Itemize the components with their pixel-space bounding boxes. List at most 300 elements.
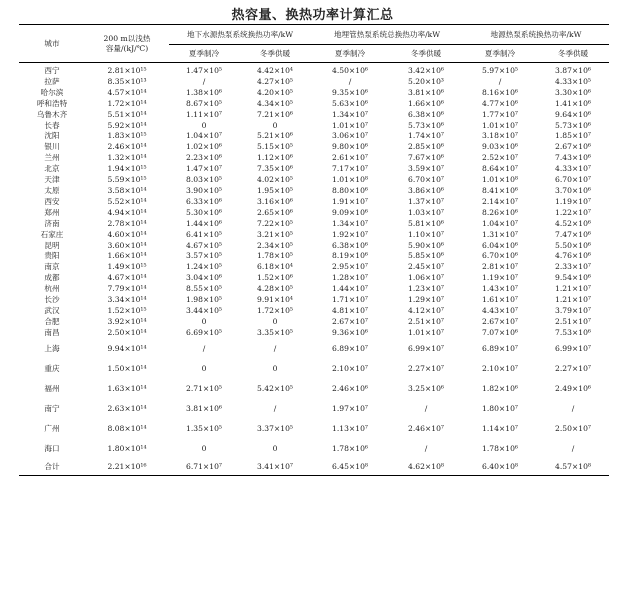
- cell-capacity: 2.50×10¹⁴: [107, 327, 147, 337]
- cell-pipe-winter: 1.29×10⁷: [408, 295, 444, 305]
- cell-water-summer: 6.41×10⁵: [186, 229, 222, 239]
- cell-pipe-winter: 2.51×10⁷: [408, 316, 444, 326]
- cell-pipe-winter: 4.62×10⁸: [389, 459, 463, 476]
- cell-pipe-summer: 6.38×10⁶: [332, 240, 368, 250]
- cell-pipe-winter: 7.67×10⁶: [408, 153, 444, 163]
- cell-water-winter: 0: [272, 443, 278, 453]
- cell-water-winter: 4.34×10⁵: [257, 98, 293, 108]
- cell-water-winter: 1.72×10⁵: [257, 305, 293, 315]
- cell-pipe-summer: 3.06×10⁷: [332, 131, 368, 141]
- cell-total-summer: 2.81×10⁷: [482, 262, 518, 272]
- cell-total-summer: 2.14×10⁷: [482, 196, 518, 206]
- header-total-summer: 夏季制冷: [463, 45, 537, 63]
- cell-pipe-summer: 1.34×10⁷: [332, 109, 368, 119]
- header-capacity-line2: 容量/(kJ/℃): [105, 43, 149, 53]
- cell-water-summer: 1.38×10⁶: [186, 87, 222, 97]
- cell-capacity: 4.67×10¹⁴: [107, 273, 147, 283]
- cell-capacity: 5.59×10¹⁵: [107, 175, 147, 185]
- cell-city: 昆明: [44, 240, 60, 250]
- cell-capacity: 1.66×10¹⁴: [107, 251, 147, 261]
- cell-water-summer: 4.67×10⁵: [186, 240, 222, 250]
- cell-pipe-winter: 6.70×10⁷: [408, 175, 444, 185]
- cell-water-winter: 3.21×10⁵: [257, 229, 293, 239]
- header-group-buried-pipe: 地埋管热泵系统总换热功率/kW: [311, 25, 463, 45]
- cell-pipe-summer: 1.28×10⁷: [332, 273, 368, 283]
- header-water-winter: 冬季供暖: [239, 45, 311, 63]
- cell-pipe-winter: 1.23×10⁷: [408, 284, 444, 294]
- table-row: [19, 230, 609, 241]
- cell-pipe-winter: 3.86×10⁶: [408, 185, 444, 195]
- cell-water-winter: 0: [272, 363, 278, 373]
- cell-capacity: 2.46×10¹⁴: [107, 142, 147, 152]
- cell-pipe-summer: 9.36×10⁶: [332, 327, 368, 337]
- cell-city: 武汉: [44, 305, 60, 315]
- cell-total-summer: 3.18×10⁷: [482, 131, 518, 141]
- cell-pipe-winter: 5.90×10⁶: [408, 240, 444, 250]
- cell-water-summer: 6.69×10⁵: [186, 327, 222, 337]
- table-row: [19, 251, 609, 262]
- cell-capacity: 1.83×10¹⁵: [107, 131, 147, 141]
- cell-water-summer: 0: [201, 363, 207, 373]
- cell-capacity: 2.63×10¹⁴: [107, 403, 147, 413]
- cell-water-winter: 4.02×10⁵: [257, 175, 293, 185]
- cell-city: 拉萨: [44, 76, 60, 86]
- cell-total-summer: 1.77×10⁷: [482, 109, 518, 119]
- cell-water-winter: 7.21×10⁶: [257, 109, 293, 119]
- header-group-groundwater: 地下水源热泵系统换热功率/kW: [169, 25, 311, 45]
- cell-capacity: 3.34×10¹⁴: [107, 295, 147, 305]
- table-row: [19, 164, 609, 175]
- table-row: [19, 99, 609, 110]
- cell-pipe-summer: 7.17×10⁷: [332, 164, 368, 174]
- cell-total-winter: 4.33×10⁷: [555, 164, 591, 174]
- cell-pipe-summer: 4.81×10⁷: [332, 305, 368, 315]
- table-row: [19, 262, 609, 273]
- cell-city: 石家庄: [40, 229, 64, 239]
- cell-total-summer: 1.01×10⁷: [482, 120, 518, 130]
- cell-total-winter: 3.30×10⁶: [555, 87, 591, 97]
- cell-total-winter: 9.64×10⁶: [555, 109, 591, 119]
- cell-city: 北京: [44, 164, 60, 174]
- header-capacity: [85, 25, 169, 63]
- cell-city: 呼和浩特: [36, 98, 68, 108]
- cell-city: 天津: [44, 175, 60, 185]
- cell-total-winter: 4.52×10⁶: [555, 218, 591, 228]
- cell-total-summer: 1.43×10⁷: [482, 284, 518, 294]
- cell-water-summer: 3.04×10⁶: [186, 273, 222, 283]
- cell-total-winter: 1.21×10⁷: [555, 295, 591, 305]
- cell-city: 济南: [44, 218, 60, 228]
- cell-total-winter: 2.27×10⁷: [555, 363, 591, 373]
- cell-water-winter: 4.28×10⁵: [257, 284, 293, 294]
- cell-water-summer: 0: [201, 316, 207, 326]
- cell-total-summer: 1.04×10⁷: [482, 218, 518, 228]
- table-body: [19, 63, 609, 476]
- cell-city: 郑州: [44, 207, 60, 217]
- cell-water-winter: 1.95×10⁵: [257, 185, 293, 195]
- cell-city: 合肥: [44, 316, 60, 326]
- cell-city: 西安: [44, 196, 60, 206]
- cell-pipe-winter: 1.03×10⁷: [408, 207, 444, 217]
- cell-total-summer: /: [498, 76, 502, 86]
- cell-city: 沈阳: [44, 131, 60, 141]
- cell-total-summer: 6.89×10⁷: [482, 343, 518, 353]
- cell-pipe-winter: 5.81×10⁶: [408, 218, 444, 228]
- cell-water-summer: 1.24×10⁵: [186, 262, 222, 272]
- cell-capacity: 7.79×10¹⁴: [107, 284, 147, 294]
- cell-water-winter: 3.41×10⁷: [239, 459, 311, 476]
- cell-pipe-winter: 4.12×10⁷: [408, 305, 444, 315]
- cell-water-winter: 2.34×10⁵: [257, 240, 293, 250]
- cell-pipe-summer: 4.50×10⁶: [332, 66, 368, 75]
- cell-total-summer: 1.14×10⁷: [482, 423, 518, 433]
- cell-water-winter: 4.20×10⁵: [257, 87, 293, 97]
- cell-total-winter: 2.33×10⁷: [555, 262, 591, 272]
- table-title: 热容量、换热功率计算汇总: [231, 8, 394, 23]
- cell-city: 福州: [44, 383, 60, 393]
- cell-capacity: 3.92×10¹⁴: [107, 316, 147, 326]
- cell-water-summer: 8.67×10⁵: [186, 98, 222, 108]
- cell-water-summer: 5.30×10⁶: [186, 207, 222, 217]
- cell-pipe-winter: 1.06×10⁷: [408, 273, 444, 283]
- cell-total-winter: 2.67×10⁶: [555, 142, 591, 152]
- cell-water-winter: 4.27×10⁵: [257, 76, 293, 86]
- cell-total-summer: 2.52×10⁷: [482, 153, 518, 163]
- cell-total-winter: 6.70×10⁷: [555, 175, 591, 185]
- cell-pipe-summer: /: [348, 76, 352, 86]
- table-row: [19, 295, 609, 306]
- cell-city: 重庆: [44, 363, 60, 373]
- cell-total-summer: 8.64×10⁷: [482, 164, 518, 174]
- table-row: [19, 153, 609, 164]
- cell-total-summer: 1.61×10⁷: [482, 295, 518, 305]
- cell-water-summer: 1.47×10⁷: [186, 164, 222, 174]
- cell-total-winter: 1.19×10⁷: [555, 196, 591, 206]
- cell-total-summer: 6.70×10⁶: [482, 251, 518, 261]
- cell-total-winter: 5.73×10⁶: [555, 120, 591, 130]
- cell-water-winter: 3.16×10⁶: [257, 196, 293, 206]
- cell-pipe-summer: 1.01×10⁷: [332, 120, 368, 130]
- cell-water-summer: 3.57×10⁵: [186, 251, 222, 261]
- cell-total-summer: 9.03×10⁶: [482, 142, 518, 152]
- cell-pipe-winter: 2.85×10⁶: [408, 142, 444, 152]
- cell-capacity: 1.49×10¹⁵: [107, 262, 147, 272]
- table-row: [19, 186, 609, 197]
- cell-total-summer: 7.07×10⁶: [482, 327, 518, 337]
- cell-pipe-winter: 3.59×10⁷: [408, 164, 444, 174]
- table-row: [19, 328, 609, 339]
- cell-total-summer: 4.43×10⁷: [482, 305, 518, 315]
- header-pipe-summer: 夏季制冷: [311, 45, 389, 63]
- cell-capacity: 3.60×10¹⁴: [107, 240, 147, 250]
- cell-city: 长春: [44, 120, 60, 130]
- cell-city: 哈尔滨: [40, 87, 64, 97]
- cell-city: 杭州: [44, 284, 60, 294]
- cell-capacity: 1.72×10¹⁴: [107, 98, 147, 108]
- cell-pipe-summer: 5.63×10⁶: [332, 98, 368, 108]
- cell-total-winter: 7.43×10⁶: [555, 153, 591, 163]
- cell-capacity: 1.63×10¹⁴: [107, 383, 147, 393]
- cell-water-summer: 1.11×10⁷: [186, 109, 222, 119]
- cell-capacity: 2.81×10¹⁵: [107, 66, 147, 75]
- table-row: [19, 142, 609, 153]
- cell-water-summer: 3.90×10⁵: [186, 185, 222, 195]
- cell-water-summer: 3.44×10⁵: [186, 305, 222, 315]
- table-row: [19, 317, 609, 328]
- cell-water-summer: 1.44×10⁶: [186, 218, 222, 228]
- cell-total-winter: 2.51×10⁷: [555, 316, 591, 326]
- cell-capacity: 8.08×10¹⁴: [107, 423, 147, 433]
- cell-water-summer: 1.35×10⁵: [186, 423, 222, 433]
- cell-pipe-summer: 6.89×10⁷: [332, 343, 368, 353]
- cell-total-winter: 2.50×10⁷: [555, 423, 591, 433]
- cell-pipe-summer: 1.92×10⁷: [332, 229, 368, 239]
- cell-city: 南宁: [44, 403, 60, 413]
- cell-capacity: 1.50×10¹⁴: [107, 363, 147, 373]
- table-row: [19, 77, 609, 88]
- cell-pipe-winter: 1.66×10⁶: [408, 98, 444, 108]
- cell-water-winter: 0: [272, 316, 278, 326]
- cell-total-summer: 6.04×10⁶: [482, 240, 518, 250]
- cell-capacity: 8.35×10¹³: [107, 76, 147, 86]
- cell-capacity: 5.51×10¹⁴: [107, 109, 147, 119]
- table-row: [19, 284, 609, 295]
- cell-water-winter: 4.42×10⁴: [257, 66, 293, 75]
- cell-water-summer: 3.81×10⁶: [186, 403, 222, 413]
- cell-water-winter: 5.21×10⁶: [257, 131, 293, 141]
- cell-water-winter: 5.42×10⁵: [257, 383, 293, 393]
- cell-pipe-summer: 1.91×10⁷: [332, 196, 368, 206]
- cell-pipe-winter: 1.10×10⁷: [408, 229, 444, 239]
- table-row: [19, 219, 609, 230]
- cell-total-summer: 2.10×10⁷: [482, 363, 518, 373]
- cell-pipe-summer: 1.97×10⁷: [332, 403, 368, 413]
- cell-total-winter: /: [571, 443, 575, 453]
- cell-city: 海口: [44, 443, 60, 453]
- header-pipe-winter: 冬季供暖: [389, 45, 463, 63]
- cell-capacity: 5.92×10¹⁴: [107, 120, 147, 130]
- cell-water-summer: /: [202, 343, 206, 353]
- cell-capacity: 1.94×10¹⁵: [107, 164, 147, 174]
- cell-total-summer: 8.16×10⁶: [482, 87, 518, 97]
- cell-pipe-winter: 1.74×10⁷: [408, 131, 444, 141]
- cell-total-winter: 3.70×10⁶: [555, 185, 591, 195]
- cell-pipe-summer: 1.01×10⁸: [332, 175, 368, 185]
- table-row: [19, 459, 609, 476]
- cell-total-winter: 3.87×10⁶: [555, 66, 591, 75]
- cell-water-winter: 7.35×10⁶: [257, 164, 293, 174]
- cell-water-winter: 3.37×10⁵: [257, 423, 293, 433]
- header-city: 城市: [19, 25, 85, 63]
- cell-city: 南昌: [44, 327, 60, 337]
- cell-water-winter: 6.18×10⁴: [257, 262, 293, 272]
- cell-pipe-summer: 6.45×10⁸: [311, 459, 389, 476]
- cell-water-summer: 2.23×10⁶: [186, 153, 222, 163]
- table-row: [19, 359, 609, 379]
- cell-capacity: 5.52×10¹⁴: [107, 196, 147, 206]
- cell-city: 乌鲁木齐: [36, 109, 68, 119]
- cell-water-summer: 1.47×10⁵: [186, 66, 222, 75]
- cell-pipe-summer: 1.44×10⁷: [332, 284, 368, 294]
- cell-total-summer: 2.67×10⁷: [482, 316, 518, 326]
- cell-total-winter: 6.99×10⁷: [555, 343, 591, 353]
- heat-capacity-table: [19, 24, 609, 476]
- table-row: [19, 439, 609, 459]
- cell-water-summer: 8.55×10⁵: [186, 284, 222, 294]
- header-water-summer: 夏季制冷: [169, 45, 239, 63]
- table-row: [19, 273, 609, 284]
- cell-total-winter: 4.76×10⁶: [555, 251, 591, 261]
- cell-pipe-summer: 8.80×10⁶: [332, 185, 368, 195]
- table-row: [19, 175, 609, 186]
- cell-capacity: 2.78×10¹⁴: [107, 218, 147, 228]
- cell-city: 南京: [44, 262, 60, 272]
- cell-total-summer: 1.01×10⁸: [482, 175, 518, 185]
- header-group-ground-source: 地源热泵系统换热功率/kW: [463, 25, 609, 45]
- cell-total-winter: 9.54×10⁶: [555, 273, 591, 283]
- cell-total-summer: 1.19×10⁷: [482, 273, 518, 283]
- table-row: [19, 339, 609, 359]
- cell-capacity: 3.58×10¹⁴: [107, 185, 147, 195]
- cell-pipe-summer: 9.35×10⁶: [332, 87, 368, 97]
- cell-pipe-winter: 6.99×10⁷: [408, 343, 444, 353]
- cell-city: 贵阳: [44, 251, 60, 261]
- header-capacity-line1: 200 m以浅热: [103, 33, 151, 43]
- cell-total-winter: 1.41×10⁶: [555, 98, 591, 108]
- cell-total-winter: 5.50×10⁶: [555, 240, 591, 250]
- cell-pipe-summer: 1.13×10⁷: [332, 423, 368, 433]
- cell-pipe-winter: /: [424, 443, 428, 453]
- cell-capacity: 1.80×10¹⁴: [107, 443, 147, 453]
- cell-water-winter: 2.65×10⁶: [257, 207, 293, 217]
- cell-water-summer: /: [202, 76, 206, 86]
- cell-pipe-summer: 2.95×10⁷: [332, 262, 368, 272]
- table-row: [19, 121, 609, 132]
- cell-pipe-summer: 2.46×10⁶: [332, 383, 368, 393]
- cell-city: 长沙: [44, 295, 60, 305]
- cell-capacity: 4.57×10¹⁴: [107, 87, 147, 97]
- table-row: [19, 419, 609, 439]
- table-row: [19, 88, 609, 99]
- table-row: [19, 110, 609, 121]
- cell-water-summer: 0: [201, 443, 207, 453]
- cell-pipe-winter: /: [424, 403, 428, 413]
- table-row: [19, 399, 609, 419]
- cell-total-summer: 4.77×10⁶: [482, 98, 518, 108]
- cell-total-summer: 8.26×10⁶: [482, 207, 518, 217]
- cell-water-winter: 3.35×10⁵: [257, 327, 293, 337]
- cell-pipe-winter: 3.81×10⁶: [408, 87, 444, 97]
- cell-capacity: 4.60×10¹⁴: [107, 229, 147, 239]
- cell-pipe-summer: 1.34×10⁷: [332, 218, 368, 228]
- cell-total-winter: /: [571, 403, 575, 413]
- cell-total-winter: 1.22×10⁷: [555, 207, 591, 217]
- cell-water-winter: /: [273, 343, 277, 353]
- cell-water-summer: 1.98×10⁵: [186, 295, 222, 305]
- header-total-winter: 冬季供暖: [537, 45, 609, 63]
- cell-pipe-winter: 2.27×10⁷: [408, 363, 444, 373]
- cell-pipe-winter: 5.20×10³: [408, 76, 444, 86]
- cell-capacity: 1.52×10¹⁵: [107, 305, 147, 315]
- cell-water-winter: 1.52×10⁶: [257, 273, 293, 283]
- cell-total-winter: 7.53×10⁶: [555, 327, 591, 337]
- table-row: [19, 306, 609, 317]
- cell-water-summer: 1.02×10⁶: [186, 142, 222, 152]
- cell-total-summer: 8.41×10⁶: [482, 185, 518, 195]
- cell-water-summer: 0: [201, 120, 207, 130]
- cell-water-summer: 6.33×10⁶: [186, 196, 222, 206]
- cell-pipe-winter: 3.42×10⁶: [408, 66, 444, 75]
- cell-city: 兰州: [44, 153, 60, 163]
- cell-pipe-winter: 5.85×10⁶: [408, 251, 444, 261]
- table-row: [19, 208, 609, 219]
- cell-water-summer: 2.71×10⁵: [186, 383, 222, 393]
- cell-pipe-summer: 2.10×10⁷: [332, 363, 368, 373]
- table-row: [19, 241, 609, 252]
- cell-pipe-summer: 9.80×10⁶: [332, 142, 368, 152]
- table-row: [19, 197, 609, 208]
- cell-total-summer: 1.82×10⁶: [482, 383, 518, 393]
- cell-water-winter: 1.12×10⁶: [257, 153, 293, 163]
- cell-capacity: 4.94×10¹⁴: [107, 207, 147, 217]
- cell-total-winter: 4.33×10⁵: [555, 76, 591, 86]
- cell-city: 银川: [44, 142, 60, 152]
- cell-water-summer: 8.03×10⁵: [186, 175, 222, 185]
- cell-pipe-winter: 5.73×10⁶: [408, 120, 444, 130]
- cell-pipe-winter: 1.37×10⁷: [408, 196, 444, 206]
- cell-water-winter: 0: [272, 120, 278, 130]
- cell-pipe-winter: 6.38×10⁶: [408, 109, 444, 119]
- table-row: [19, 131, 609, 142]
- cell-city: 成都: [44, 273, 60, 283]
- cell-total-winter: 7.47×10⁶: [555, 229, 591, 239]
- cell-water-winter: 7.22×10⁵: [257, 218, 293, 228]
- cell-water-winter: 1.78×10⁵: [257, 251, 293, 261]
- cell-city: 合计: [19, 459, 85, 476]
- cell-capacity: 2.21×10¹⁶: [85, 459, 169, 476]
- cell-pipe-summer: 8.19×10⁶: [332, 251, 368, 261]
- cell-total-winter: 3.79×10⁷: [555, 305, 591, 315]
- cell-city: 广州: [44, 423, 60, 433]
- cell-water-summer: 1.04×10⁷: [186, 131, 222, 141]
- cell-pipe-winter: 3.25×10⁶: [408, 383, 444, 393]
- cell-total-summer: 1.78×10⁶: [482, 443, 518, 453]
- cell-pipe-summer: 9.09×10⁶: [332, 207, 368, 217]
- cell-capacity: 1.32×10¹⁴: [107, 153, 147, 163]
- cell-pipe-summer: 2.61×10⁷: [332, 153, 368, 163]
- cell-capacity: 9.94×10¹⁴: [107, 343, 147, 353]
- cell-pipe-winter: 1.01×10⁷: [408, 327, 444, 337]
- cell-total-winter: 2.49×10⁶: [555, 383, 591, 393]
- cell-city: 太原: [44, 185, 60, 195]
- cell-total-winter: 1.85×10⁷: [555, 131, 591, 141]
- cell-pipe-summer: 2.67×10⁷: [332, 316, 368, 326]
- cell-city: 西宁: [44, 66, 60, 75]
- cell-total-winter: 4.57×10⁸: [537, 459, 609, 476]
- cell-total-summer: 5.97×10⁵: [482, 66, 518, 75]
- cell-total-summer: 1.31×10⁷: [482, 229, 518, 239]
- table-row: [19, 379, 609, 399]
- cell-water-winter: 5.15×10⁵: [257, 142, 293, 152]
- cell-total-summer: 6.40×10⁸: [463, 459, 537, 476]
- table-row: [19, 63, 609, 77]
- cell-pipe-winter: 2.45×10⁷: [408, 262, 444, 272]
- cell-water-summer: 6.71×10⁷: [169, 459, 239, 476]
- cell-city: 上海: [44, 343, 60, 353]
- cell-total-winter: 1.21×10⁷: [555, 284, 591, 294]
- cell-pipe-summer: 1.78×10⁶: [332, 443, 368, 453]
- cell-pipe-summer: 1.71×10⁷: [332, 295, 368, 305]
